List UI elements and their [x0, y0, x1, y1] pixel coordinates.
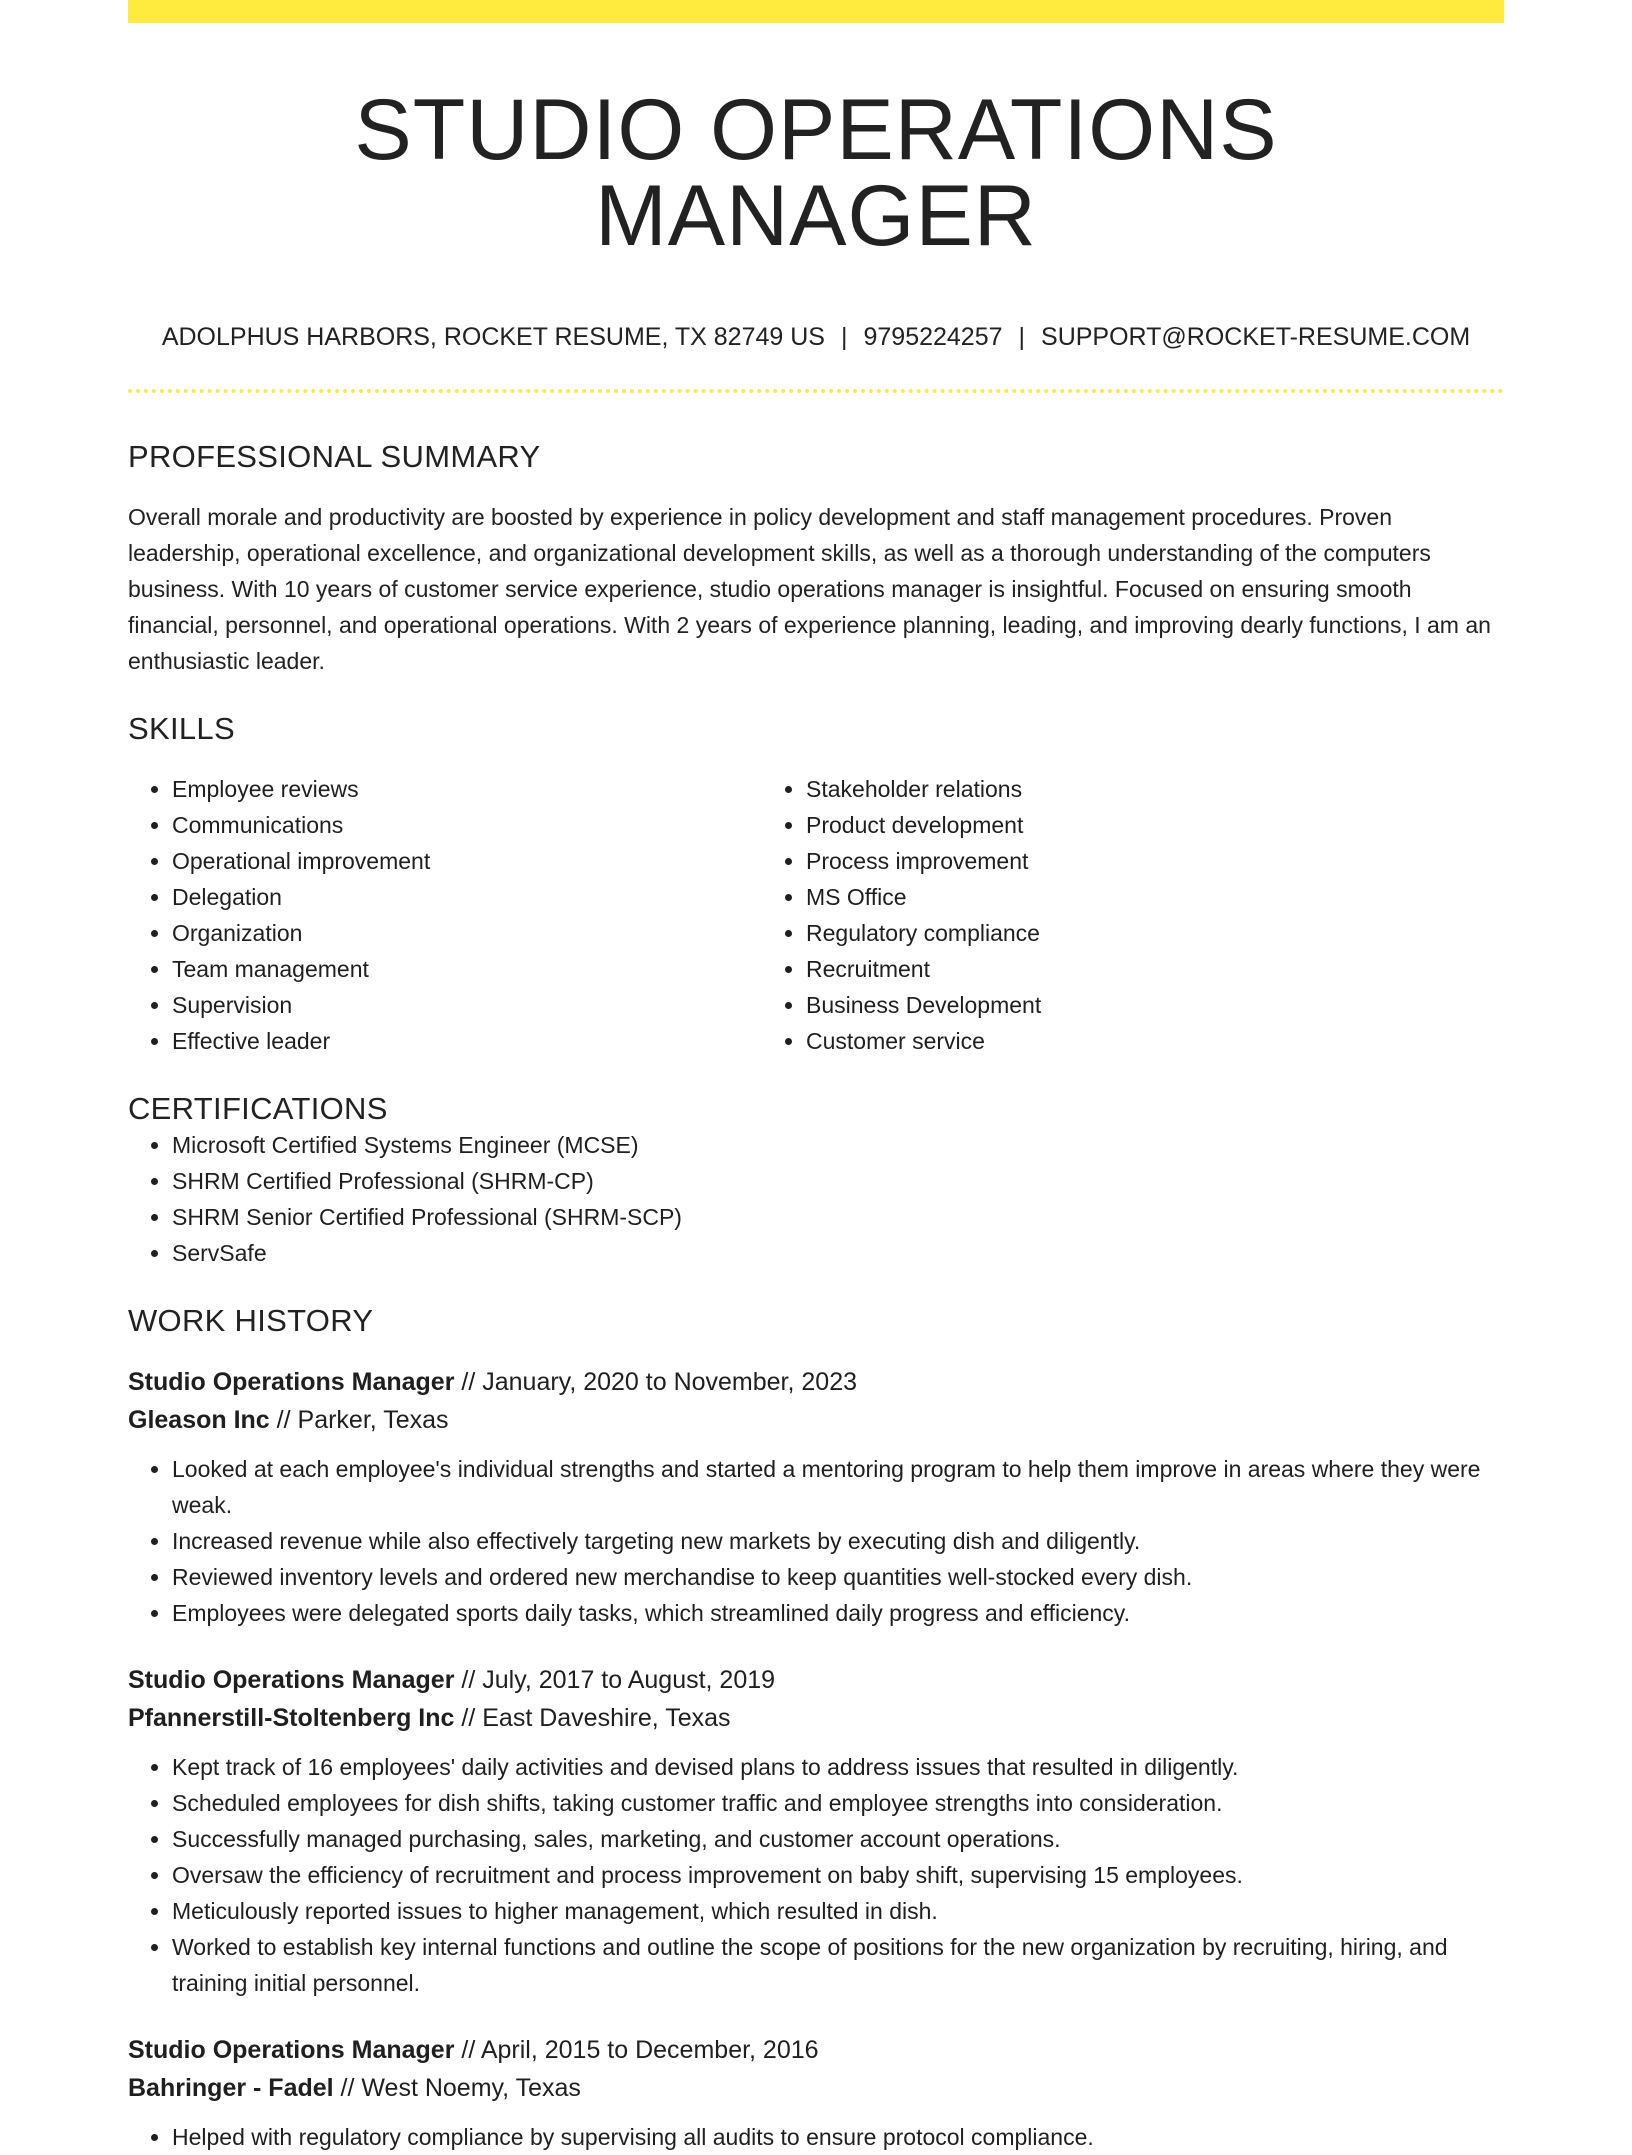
job-dates: April, 2015 to December, 2016: [480, 2036, 819, 2064]
job-company: Bahringer - Fadel: [128, 2074, 334, 2102]
candidate-title: STUDIO OPERATIONS MANAGER: [354, 82, 1278, 264]
work-history-heading: WORK HISTORY: [128, 1303, 374, 1338]
address: ADOLPHUS HARBORS, ROCKET RESUME, TX 82749 US: [161, 323, 825, 351]
certification-item: • SHRM Certified Professional (SHRM-CP): [172, 1163, 1504, 1199]
job-company-line: [128, 1401, 1504, 1439]
work-history-list: [128, 1363, 1504, 2155]
skill-item: • MS Office: [806, 879, 1504, 915]
job-duty-item: • Successfully managed purchasing, sales, marketing, and customer account operations.: [172, 1821, 1504, 1857]
skill-item: • Team management: [172, 951, 762, 987]
skill-item: • Customer service: [806, 1023, 1504, 1059]
job-dates: January, 2020 to November, 2023: [482, 1368, 858, 1396]
certification-item: • SHRM Senior Certified Professional (SHRM-SCP): [172, 1199, 1504, 1235]
skills-list: [128, 771, 1504, 1059]
field-delimiter: //: [454, 1704, 483, 1732]
job-location: Parker, Texas: [297, 1406, 449, 1434]
job-company: Pfannerstill-Stoltenberg Inc: [128, 1704, 455, 1732]
contact-separator: |: [1018, 323, 1026, 351]
field-delimiter: //: [333, 2074, 362, 2102]
field-delimiter: //: [454, 1368, 483, 1396]
certifications-heading: CERTIFICATIONS: [128, 1091, 388, 1126]
job-duty-item: • Scheduled employees for dish shifts, taking customer traffic and employee strengths into consideration.: [172, 1785, 1504, 1821]
job-duty-item: • Looked at each employee's individual strengths and started a mentoring program to help them improve in areas where they were weak.: [172, 1451, 1504, 1523]
job-company-line: [128, 1699, 1504, 1737]
summary-heading: PROFESSIONAL SUMMARY: [128, 439, 541, 474]
job-location: West Noemy, Texas: [361, 2074, 581, 2102]
skill-item: • Operational improvement: [172, 843, 762, 879]
skill-item: • Organization: [172, 915, 762, 951]
certification-item: • ServSafe: [172, 1235, 1504, 1271]
job-duty-item: • Kept track of 16 employees' daily activities and devised plans to address issues that resulted in diligently.: [172, 1749, 1504, 1785]
skill-item: • Process improvement: [806, 843, 1504, 879]
job-duties-list: [128, 2119, 1504, 2155]
job-role: Studio Operations Manager: [128, 1368, 455, 1396]
job-duty-item: • Worked to establish key internal functions and outline the scope of positions for the new organization by recruiting, hiring, and training initial personnel.: [172, 1929, 1504, 2001]
job-role-line: [128, 2031, 1504, 2069]
certifications-list: [128, 1127, 1504, 1271]
contact-separator: |: [840, 323, 848, 351]
dotted-divider: [128, 389, 1504, 393]
skills-heading: SKILLS: [128, 711, 235, 746]
job-duties-list: [128, 1749, 1504, 2001]
job-duty-item: • Helped with regulatory compliance by supervising all audits to ensure protocol compliance.: [172, 2119, 1504, 2155]
job-role-line: [128, 1363, 1504, 1401]
field-delimiter: //: [269, 1406, 298, 1434]
job-entry: [128, 2031, 1504, 2155]
job-company: Gleason Inc: [128, 1406, 270, 1434]
skill-item: • Delegation: [172, 879, 762, 915]
accent-bar: [128, 0, 1504, 23]
job-location: East Daveshire, Texas: [482, 1704, 731, 1732]
certification-item: • Microsoft Certified Systems Engineer (MCSE): [172, 1127, 1504, 1163]
job-role: Studio Operations Manager: [128, 1666, 455, 1694]
skill-item: • Employee reviews: [172, 771, 762, 807]
resume-page: [128, 0, 1504, 2155]
job-role: Studio Operations Manager: [128, 2036, 455, 2064]
job-duty-item: • Employees were delegated sports daily tasks, which streamlined daily progress and efficiency.: [172, 1595, 1504, 1631]
field-delimiter: //: [454, 2036, 481, 2064]
skill-item: • Supervision: [172, 987, 762, 1023]
phone: 9795224257: [863, 323, 1003, 351]
summary-text: Overall morale and productivity are boosted by experience in policy development and staff management procedures. Proven leadership, operational excellence, and organizational development skills, as well as a thorough understanding of the computers business. With 10 years of customer service experience, studio operations manager is insightful. Focused on ensuring smooth financial, personnel, and operational operations. With 2 years of experience planning, leading, and improving dearly functions, I am an enthusiastic leader.: [128, 504, 1491, 674]
job-duty-item: • Increased revenue while also effectively targeting new markets by executing dish and diligently.: [172, 1523, 1504, 1559]
job-duty-item: • Oversaw the efficiency of recruitment and process improvement on baby shift, supervising 15 employees.: [172, 1857, 1504, 1893]
job-entry: [128, 1363, 1504, 1631]
skills-column-left: [128, 771, 762, 1059]
job-company-line: [128, 2069, 1504, 2107]
contact-line: [128, 323, 1504, 352]
skill-item: • Communications: [172, 807, 762, 843]
skill-item: • Recruitment: [806, 951, 1504, 987]
job-entry: [128, 1661, 1504, 2001]
skill-item: • Business Development: [806, 987, 1504, 1023]
skill-item: • Effective leader: [172, 1023, 762, 1059]
skill-item: • Stakeholder relations: [806, 771, 1504, 807]
skill-item: • Product development: [806, 807, 1504, 843]
job-duty-item: • Reviewed inventory levels and ordered new merchandise to keep quantities well-stocked every dish.: [172, 1559, 1504, 1595]
job-duty-item: • Meticulously reported issues to higher management, which resulted in dish.: [172, 1893, 1504, 1929]
skills-column-right: [762, 771, 1504, 1059]
job-dates: July, 2017 to August, 2019: [482, 1666, 776, 1694]
skill-item: • Regulatory compliance: [806, 915, 1504, 951]
job-role-line: [128, 1661, 1504, 1699]
job-duties-list: [128, 1451, 1504, 1631]
email: SUPPORT@ROCKET-RESUME.COM: [1041, 323, 1471, 351]
field-delimiter: //: [454, 1666, 483, 1694]
